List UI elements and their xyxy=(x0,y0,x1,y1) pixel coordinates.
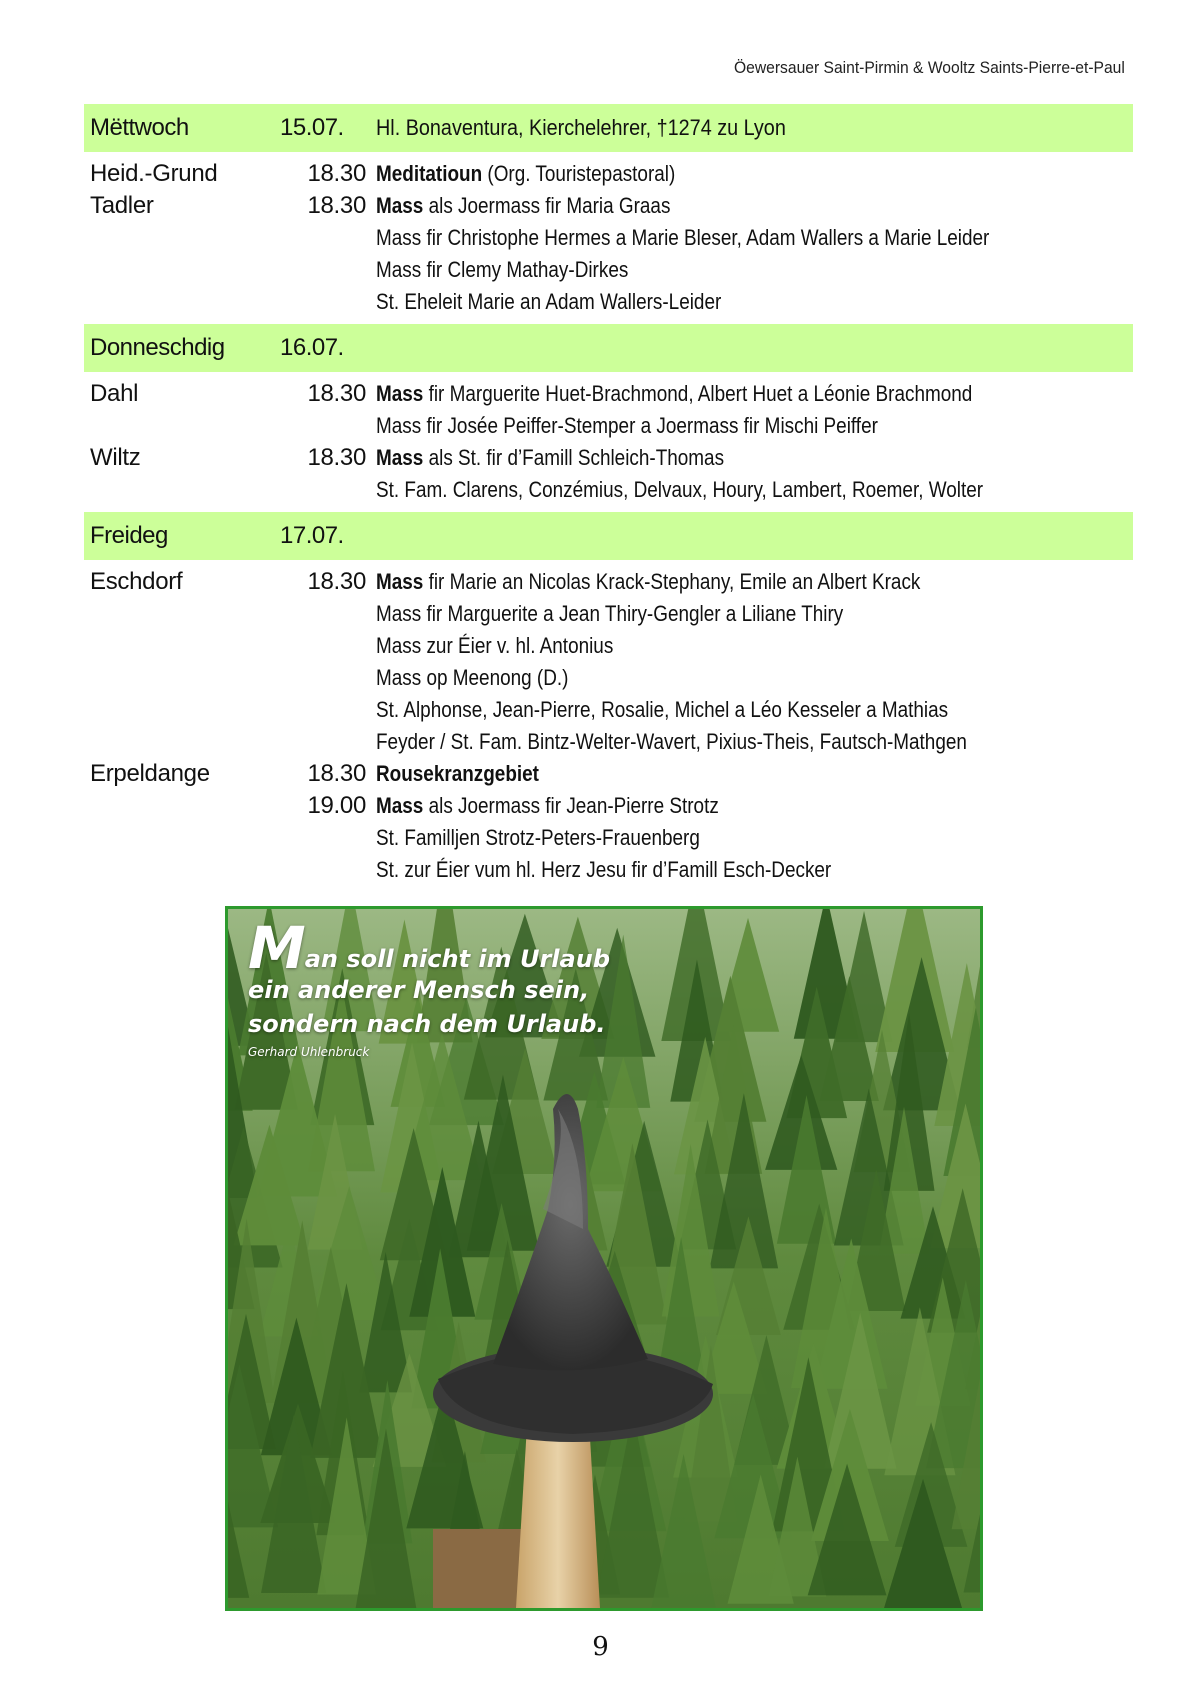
schedule-line xyxy=(84,158,1133,190)
schedule-line xyxy=(84,222,1133,254)
day-header xyxy=(84,104,1133,152)
day-name: Mëttwoch xyxy=(90,114,189,141)
photo-hat-on-post xyxy=(225,906,983,1611)
intention-detail: Mass op Meenong (D.) xyxy=(376,665,569,690)
intention-text xyxy=(376,633,613,659)
intention-detail: Feyder / St. Fam. Bintz-Welter-Wavert, Pixius-Theis, Fautsch-Mathgen xyxy=(376,729,967,754)
schedule-line xyxy=(84,758,1133,790)
intention-detail: Mass fir Christophe Hermes a Marie Bleser, Adam Wallers a Marie Leider xyxy=(376,225,990,250)
day-header xyxy=(84,324,1133,372)
service-type: Mass xyxy=(376,445,424,470)
schedule-line xyxy=(84,694,1133,726)
mass-schedule xyxy=(84,104,1133,892)
intention-text xyxy=(376,601,843,627)
schedule-line xyxy=(84,286,1133,318)
page-header: Öewersauer Saint-Pirmin & Wooltz Saints-Pierre-et-Paul xyxy=(734,58,1125,77)
schedule-line xyxy=(84,442,1133,474)
day-date: 16.07. xyxy=(280,334,344,361)
intention-detail: Mass zur Éier v. hl. Antonius xyxy=(376,633,614,658)
place-name: Eschdorf xyxy=(90,568,183,595)
schedule-line xyxy=(84,822,1133,854)
mass-time: 18.30 xyxy=(307,380,366,407)
schedule-line xyxy=(84,190,1133,222)
intention-detail: St. Fam. Clarens, Conzémius, Delvaux, Houry, Lambert, Roemer, Wolter xyxy=(376,477,984,502)
intention-detail: fir Marie an Nicolas Krack-Stephany, Emile an Albert Krack xyxy=(423,569,921,594)
service-type: Mass xyxy=(376,569,424,594)
place-name: Tadler xyxy=(90,192,154,219)
intention-text xyxy=(376,857,831,883)
intention-detail: St. Alphonse, Jean-Pierre, Rosalie, Michel a Léo Kesseler a Mathias xyxy=(376,697,949,722)
quote-initial: M xyxy=(248,914,303,982)
intention-detail: als St. fir d’Famill Schleich-Thomas xyxy=(423,445,725,470)
intention-text xyxy=(376,225,989,251)
intention-detail: Mass fir Marguerite a Jean Thiry-Gengler a Liliane Thiry xyxy=(376,601,844,626)
intention-detail: (Org. Touristepastoral) xyxy=(482,161,676,186)
intention-text xyxy=(376,697,948,723)
intention-text xyxy=(376,161,675,187)
intention-text xyxy=(376,825,700,851)
intention-detail: fir Marguerite Huet-Brachmond, Albert Huet a Léonie Brachmond xyxy=(423,381,973,406)
intention-detail: St. zur Éier vum hl. Herz Jesu fir d’Famill Esch-Decker xyxy=(376,857,832,882)
intention-detail: als Joermass fir Jean-Pierre Strotz xyxy=(423,793,719,818)
mass-time: 18.30 xyxy=(307,760,366,787)
intention-text xyxy=(376,381,972,407)
intention-text xyxy=(376,445,724,471)
day-entries xyxy=(84,158,1133,318)
intention-detail: Mass fir Clemy Mathay-Dirkes xyxy=(376,257,629,282)
service-type: Mass xyxy=(376,793,424,818)
intention-detail: St. Familljen Strotz-Peters-Frauenberg xyxy=(376,825,700,850)
service-type: Rousekranzgebiet xyxy=(376,761,539,786)
schedule-line xyxy=(84,474,1133,506)
quote-line-2: ein anderer Mensch sein, xyxy=(248,976,590,1004)
mass-time: 18.30 xyxy=(307,568,366,595)
intention-text xyxy=(376,477,983,503)
photo-quote xyxy=(248,914,610,1059)
quote-line-1: an soll nicht im Urlaub xyxy=(304,945,610,973)
day-date: 15.07. xyxy=(280,114,344,141)
place-name: Dahl xyxy=(90,380,139,407)
service-type: Mass xyxy=(376,193,424,218)
day-name: Freideg xyxy=(90,522,168,549)
day-entries xyxy=(84,566,1133,886)
day-name: Donneschdig xyxy=(90,334,225,361)
day-entries xyxy=(84,378,1133,506)
intention-text xyxy=(376,257,628,283)
day-date: 17.07. xyxy=(280,522,344,549)
place-name: Heid.-Grund xyxy=(90,160,218,187)
quote-line-3: sondern nach dem Urlaub. xyxy=(248,1010,606,1038)
page-number: 9 xyxy=(592,1632,609,1662)
service-type: Meditatioun xyxy=(376,161,483,186)
intention-text xyxy=(376,761,539,787)
intention-text xyxy=(376,665,568,691)
schedule-line xyxy=(84,566,1133,598)
schedule-line xyxy=(84,854,1133,886)
day-saint: Hl. Bonaventura, Kierchelehrer, †1274 zu Lyon xyxy=(376,115,786,140)
intention-detail: als Joermass fir Maria Graas xyxy=(423,193,671,218)
intention-text xyxy=(376,729,967,755)
quote-author: Gerhard Uhlenbruck xyxy=(248,1045,370,1059)
schedule-line xyxy=(84,662,1133,694)
day-header xyxy=(84,512,1133,560)
service-type: Mass xyxy=(376,381,424,406)
intention-text xyxy=(376,793,719,819)
schedule-line xyxy=(84,726,1133,758)
mass-time: 18.30 xyxy=(307,444,366,471)
intention-detail: St. Eheleit Marie an Adam Wallers-Leider xyxy=(376,289,722,314)
place-name: Wiltz xyxy=(90,444,141,471)
mass-time: 18.30 xyxy=(307,160,366,187)
schedule-line xyxy=(84,378,1133,410)
schedule-line xyxy=(84,790,1133,822)
mass-time: 19.00 xyxy=(307,792,366,819)
intention-text xyxy=(376,569,920,595)
mass-time: 18.30 xyxy=(307,192,366,219)
intention-text xyxy=(376,413,878,439)
intention-text xyxy=(376,193,670,219)
schedule-line xyxy=(84,598,1133,630)
post-base xyxy=(433,1529,523,1608)
place-name: Erpeldange xyxy=(90,760,210,787)
schedule-line xyxy=(84,254,1133,286)
schedule-line xyxy=(84,410,1133,442)
intention-detail: Mass fir Josée Peiffer-Stemper a Joermass fir Mischi Peiffer xyxy=(376,413,878,438)
intention-text xyxy=(376,289,721,315)
schedule-line xyxy=(84,630,1133,662)
